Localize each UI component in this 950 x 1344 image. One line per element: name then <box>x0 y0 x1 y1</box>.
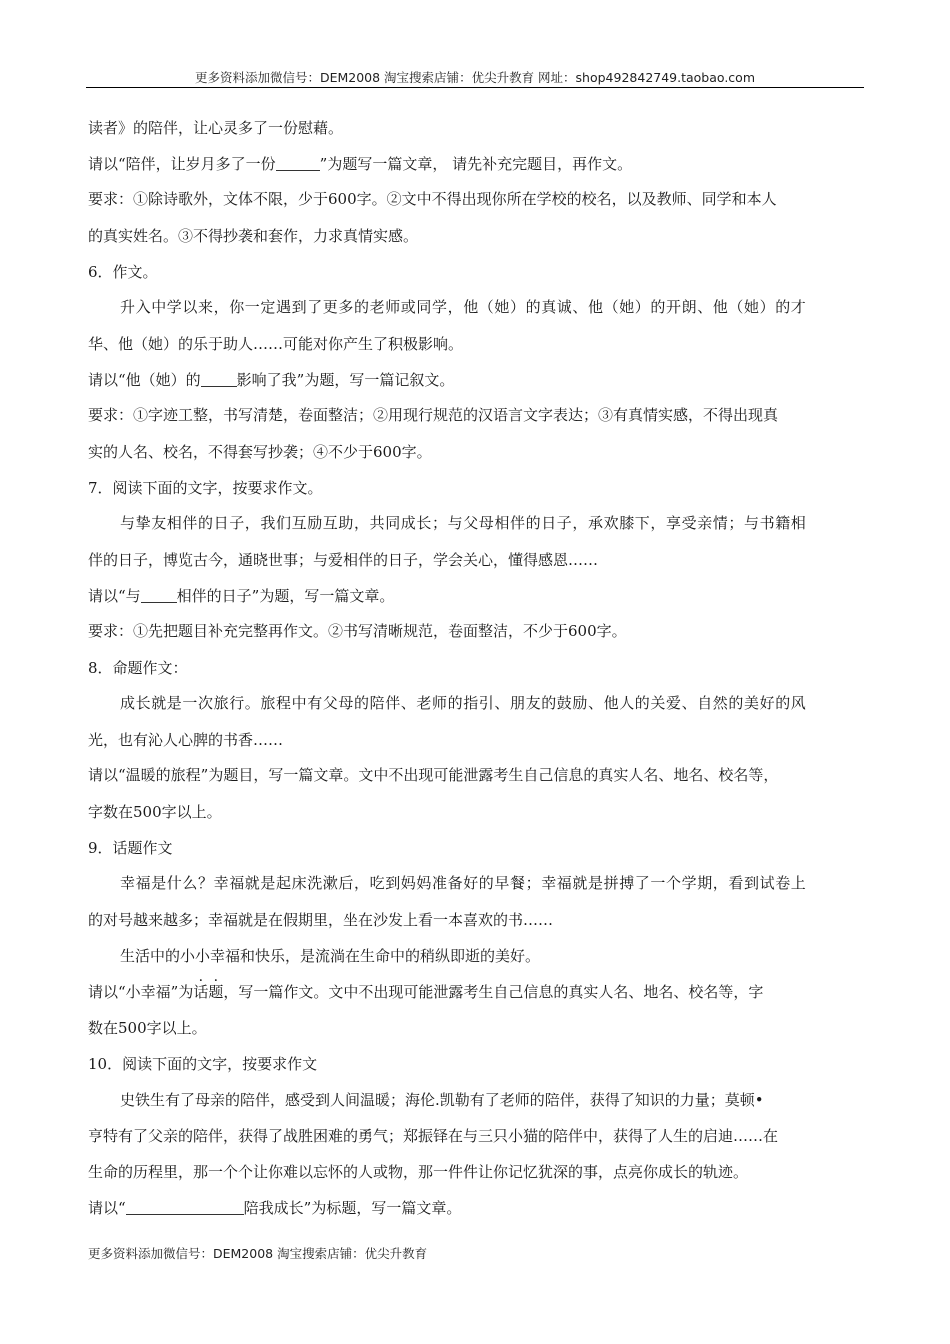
question-heading: 10．阅读下面的文字，按要求作文 <box>88 1055 318 1073</box>
text-line: 实的人名、校名，不得套写抄袭；④不少于600字。 <box>88 443 432 461</box>
emphasis-char: 话 <box>193 983 209 1001</box>
text-line: 要求：①除诗歌外，文体不限，少于600字。②文中不得出现你所在学校的校名，以及教师、同学和本人 <box>88 190 777 208</box>
text-line: 请以“他（她）的 影响了我”为题，写一篇记叙文。 <box>88 371 455 389</box>
text-line: 幸福是什么？幸福就是起床洗漱后，吃到妈妈准备好的早餐；幸福就是拼搏了一个学期，看到试卷上 <box>120 874 807 892</box>
text-line: 升入中学以来，你一定遇到了更多的老师或同学，他（她）的真诚、他（她）的开朗、他（她）的才 <box>120 298 807 316</box>
text-line: 请以“ 陪我成长”为标题，写一篇文章。 <box>88 1199 462 1217</box>
question-heading: 8．命题作文： <box>88 659 188 677</box>
text-line: 要求：①先把题目补充完整再作文。②书写清晰规范，卷面整洁，不少于600字。 <box>88 622 627 640</box>
page-header: 更多资料添加微信号：DEM2008 淘宝搜索店铺：优尖升教育 网址：shop492842749.taobao.com <box>194 70 756 85</box>
text-line: 请以“温暖的旅程”为题目，写一篇文章。文中不出现可能泄露考生自己信息的真实人名、地名、校名等， <box>88 766 779 784</box>
text-line: 光，也有沁人心脾的书香…… <box>88 731 284 749</box>
text-line: 读者》的陪伴，让心灵多了一份慰藉。 <box>88 119 344 137</box>
text-line: 请以“小幸福”为话题，写一篇作文。文中不出现可能泄露考生自己信息的真实人名、地名、校名等，字 <box>88 983 764 1001</box>
fill-blank <box>126 1200 244 1215</box>
header-rule <box>86 87 864 88</box>
question-heading: 9．话题作文 <box>88 839 173 857</box>
fill-blank <box>201 372 237 387</box>
text-line: 亨特有了父亲的陪伴，获得了战胜困难的勇气；郑振铎在与三只小猫的陪伴中，获得了人生的启迪……在 <box>88 1127 779 1145</box>
text-line: 要求：①字迹工整，书写清楚，卷面整洁；②用现行规范的汉语言文字表达；③有真情实感，不得出现真 <box>88 406 779 424</box>
question-heading: 7．阅读下面的文字，按要求作文。 <box>88 479 323 497</box>
text-line: 华、他（她）的乐于助人……可能对你产生了积极影响。 <box>88 335 464 353</box>
page-footer: 更多资料添加微信号：DEM2008 淘宝搜索店铺：优尖升教育 <box>88 1246 428 1261</box>
text-line: 的对号越来越多；幸福就是在假期里，坐在沙发上看一本喜欢的书…… <box>88 911 554 929</box>
text-line: 的真实姓名。③不得抄袭和套作，力求真情实感。 <box>88 227 419 245</box>
text-line: 成长就是一次旅行。旅程中有父母的陪伴、老师的指引、朋友的鼓励、他人的关爱、自然的美好的风 <box>120 694 807 712</box>
text-line: 请以“陪伴，让岁月多了一份 ”为题写一篇文章， 请先补充完题目，再作文。 <box>88 155 633 173</box>
text-line: 数在500字以上。 <box>88 1019 207 1037</box>
fill-blank <box>276 156 320 171</box>
question-heading: 6．作文。 <box>88 263 158 281</box>
text-line: 生命的历程里，那一个个让你难以忘怀的人或物，那一件件让你记忆犹深的事，点亮你成长的轨迹。 <box>88 1163 749 1181</box>
text-line: 与挚友相伴的日子，我们互励互助，共同成长；与父母相伴的日子，承欢膝下，享受亲情；与书籍相 <box>120 514 807 532</box>
emphasis-char: 题 <box>208 983 224 1001</box>
text-line: 史铁生有了母亲的陪伴，感受到人间温暖；海伦.凯勒有了老师的陪伴，获得了知识的力量；莫顿• <box>120 1091 764 1109</box>
text-line: 字数在500字以上。 <box>88 803 222 821</box>
text-line: 请以“与 相伴的日子”为题，写一篇文章。 <box>88 587 395 605</box>
fill-blank <box>141 588 177 603</box>
text-line: 伴的日子，博览古今，通晓世事；与爱相伴的日子，学会关心，懂得感恩…… <box>88 551 599 569</box>
text-line: 生活中的小小幸福和快乐，是流淌在生命中的稍纵即逝的美好。 <box>120 947 541 965</box>
